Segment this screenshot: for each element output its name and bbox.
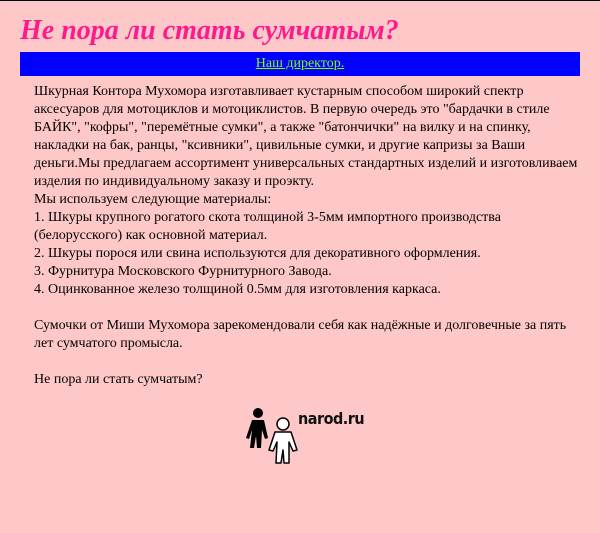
nav-bar <box>20 52 580 76</box>
top-border-line <box>0 0 600 1</box>
narod-people-logo-icon <box>246 408 306 470</box>
director-link[interactable]: Наш директор. <box>255 56 345 71</box>
materials-item: 1. Шкуры крупного рогатого скота толщиной 3-5мм импортного производства (белорусского) как основной материал. <box>34 210 501 243</box>
page-title: Не пора ли стать сумчатым? <box>20 15 399 46</box>
closing-line: Не пора ли стать сумчатым? <box>34 372 203 387</box>
reputation-paragraph: Сумочки от Миши Мухомора зарекомендовали себя как надёжные и долговечные за пять лет сумчатого промысла. <box>34 318 567 351</box>
narod-logo-text: narod.ru <box>298 409 365 428</box>
materials-item: 2. Шкуры порося или свина используются для декоративного оформления. <box>34 246 481 261</box>
narod-logo-link[interactable] <box>246 408 365 470</box>
spacer <box>34 353 580 371</box>
materials-heading: Мы используем следующие материалы: <box>34 192 272 207</box>
main-content <box>34 83 580 389</box>
intro-paragraph: Шкурная Контора Мухомора изготавливает кустарным способом широкий спектр аксесуаров для мотоциклов и мотоциклистов. В первую очередь это "бардачки в стиле БАЙК", "кофры", "перемётные сумки", а также "батончички" на вилку и на спинку, накладки на бак, ранцы, "ксивники", цивильные сумки, и другие капризы за Ваши деньги.Мы предлагаем ассортимент универсальных стандартных изделий и изготовливаем изделия по индивидуальному заказу и проэкту. <box>34 84 578 189</box>
spacer <box>34 299 580 317</box>
materials-item: 3. Фурнитура Московского Фурнитурного Завода. <box>34 264 332 279</box>
materials-item: 4. Оцинкованное железо толщиной 0.5мм для изготовления каркаса. <box>34 282 441 297</box>
